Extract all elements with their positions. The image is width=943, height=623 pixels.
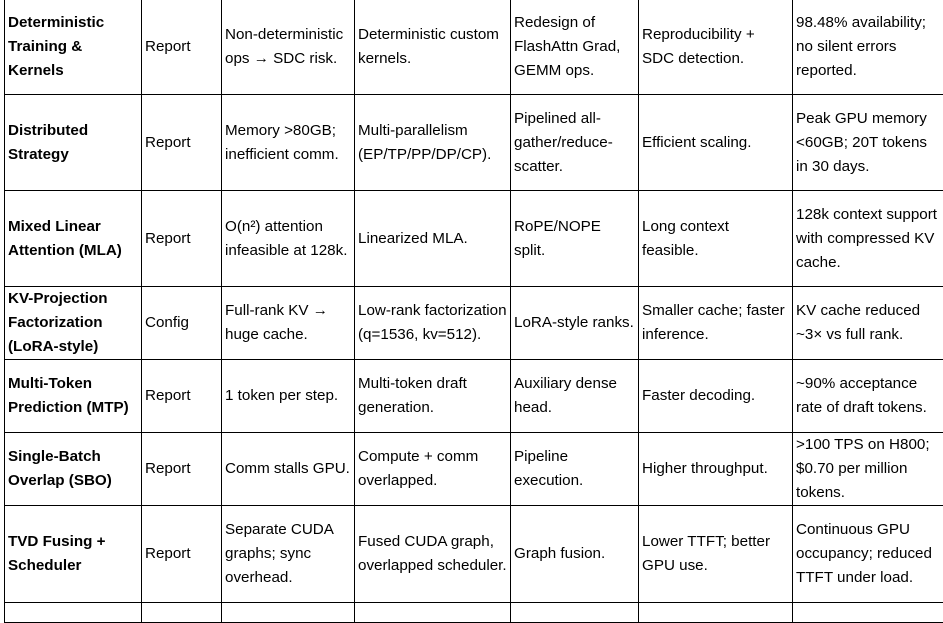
technique-name: KV-Projection Factorization (LoRA-style) — [5, 287, 142, 360]
empty-cell — [142, 603, 222, 623]
source-cell: Report — [142, 360, 222, 433]
empty-cell — [793, 603, 943, 623]
evidence-cell: 128k context support with compressed KV cache. — [793, 191, 943, 287]
problem-cell: Memory >80GB; inefficient comm. — [222, 95, 355, 191]
empty-cell — [639, 603, 793, 623]
solution-cell: Deterministic custom kernels. — [355, 0, 511, 95]
technique-name: Deterministic Training & Kernels — [5, 0, 142, 95]
mechanism-cell: Graph fusion. — [511, 506, 639, 603]
problem-cell: O(n²) attention infeasible at 128k. — [222, 191, 355, 287]
table-row — [5, 506, 943, 603]
source-cell: Report — [142, 433, 222, 506]
solution-cell: Linearized MLA. — [355, 191, 511, 287]
table-row — [5, 0, 943, 95]
empty-cell — [355, 603, 511, 623]
empty-cell — [5, 603, 142, 623]
source-cell: Report — [142, 0, 222, 95]
mechanism-cell: LoRA-style ranks. — [511, 287, 639, 360]
solution-cell: Fused CUDA graph, overlapped scheduler. — [355, 506, 511, 603]
mechanism-cell: Auxiliary dense head. — [511, 360, 639, 433]
technique-name: TVD Fusing + Scheduler — [5, 506, 142, 603]
technique-name: Mixed Linear Attention (MLA) — [5, 191, 142, 287]
benefit-cell: Smaller cache; faster inference. — [639, 287, 793, 360]
table-row — [5, 287, 943, 360]
problem-cell: Full-rank KV → huge cache. — [222, 287, 355, 360]
problem-cell: Comm stalls GPU. — [222, 433, 355, 506]
technique-name: Single-Batch Overlap (SBO) — [5, 433, 142, 506]
evidence-cell: 98.48% availability; no silent errors reported. — [793, 0, 943, 95]
table-row — [5, 191, 943, 287]
source-cell: Report — [142, 95, 222, 191]
evidence-cell: Continuous GPU occupancy; reduced TTFT under load. — [793, 506, 943, 603]
source-cell: Config — [142, 287, 222, 360]
problem-cell: Non-deterministic ops → SDC risk. — [222, 0, 355, 95]
benefit-cell: Higher throughput. — [639, 433, 793, 506]
source-cell: Report — [142, 191, 222, 287]
technique-name: Multi-Token Prediction (MTP) — [5, 360, 142, 433]
empty-cell — [222, 603, 355, 623]
benefit-cell: Faster decoding. — [639, 360, 793, 433]
mechanism-cell: Pipeline execution. — [511, 433, 639, 506]
mechanism-cell: Pipelined all-gather/reduce-scatter. — [511, 95, 639, 191]
technique-name: Distributed Strategy — [5, 95, 142, 191]
evidence-cell: Peak GPU memory <60GB; 20T tokens in 30 days. — [793, 95, 943, 191]
problem-cell: 1 token per step. — [222, 360, 355, 433]
solution-cell: Multi-parallelism (EP/TP/PP/DP/CP). — [355, 95, 511, 191]
benefit-cell: Efficient scaling. — [639, 95, 793, 191]
table-row — [5, 433, 943, 506]
benefit-cell: Long context feasible. — [639, 191, 793, 287]
benefit-cell: Reproducibility + SDC detection. — [639, 0, 793, 95]
table-row — [5, 360, 943, 433]
mechanism-cell: Redesign of FlashAttn Grad, GEMM ops. — [511, 0, 639, 95]
table-row — [5, 95, 943, 191]
solution-cell: Low-rank factorization (q=1536, kv=512). — [355, 287, 511, 360]
benefit-cell: Lower TTFT; better GPU use. — [639, 506, 793, 603]
mechanism-cell: RoPE/NOPE split. — [511, 191, 639, 287]
techniques-table — [4, 0, 943, 623]
evidence-cell: ~90% acceptance rate of draft tokens. — [793, 360, 943, 433]
solution-cell: Compute + comm overlapped. — [355, 433, 511, 506]
empty-cell — [511, 603, 639, 623]
solution-cell: Multi-token draft generation. — [355, 360, 511, 433]
problem-cell: Separate CUDA graphs; sync overhead. — [222, 506, 355, 603]
evidence-cell: KV cache reduced ~3× vs full rank. — [793, 287, 943, 360]
source-cell: Report — [142, 506, 222, 603]
table-row-partial — [5, 603, 943, 623]
evidence-cell: >100 TPS on H800; $0.70 per million tokens. — [793, 433, 943, 506]
